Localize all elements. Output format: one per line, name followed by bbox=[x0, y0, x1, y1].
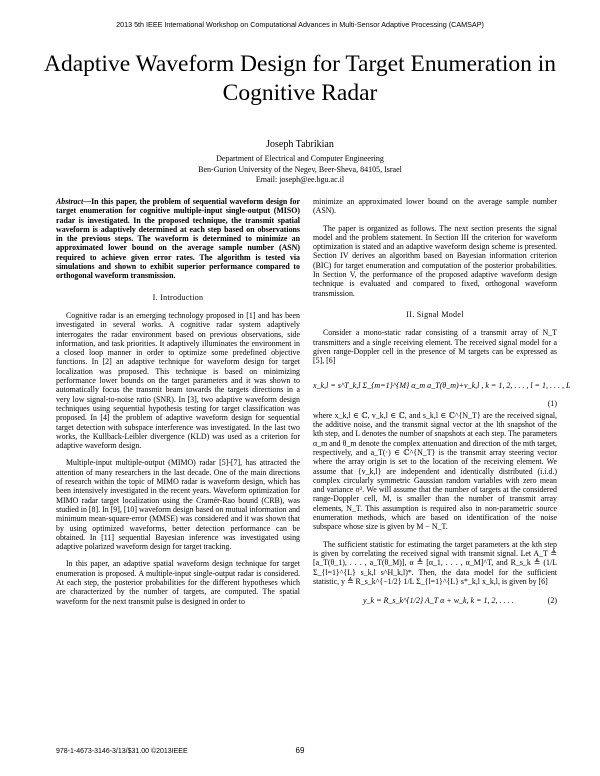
section-heading-introduction: I. Introduction bbox=[152, 292, 204, 302]
left-column bbox=[56, 197, 300, 614]
equation-2-body: y_k = R_s_k^{1/2} A_T α + w_k, k = 1, 2, . . . . bbox=[363, 596, 514, 606]
affiliation-email: Email: joseph@ee.bgu.ac.il bbox=[255, 175, 345, 184]
signal-model-paragraph-1: Consider a mono-static radar consisting of a transmit array of N_T transmitters and a single receiving element. The received signal model for a given range-Doppler cell in the presence of M targets can be expressed as [5], [6] bbox=[313, 328, 557, 366]
equation-1 bbox=[313, 373, 571, 399]
paper-title: Adaptive Waveform Design for Target Enumeration in Cognitive Radar bbox=[43, 51, 557, 106]
section-heading-signal-model: II. Signal Model bbox=[406, 309, 464, 319]
intro-paragraph-1: Cognitive radar is an emerging technology proposed in [1] and has been investigated in several works. A cognitive radar system adaptively interrogates the radar environment based on previous observations, side information, and task priorities. It adaptively illuminates the environment in a closed loop manner in order to optimize some predefined objective functions. In [2] an adaptive technique for waveform design for target localization was proposed. This technique is based on minimizing performance lower bounds on the target parameters and it was shown to automatically focus the transmit beam towards the targets directions in a very low signal-to-noise ratio (SNR). In [3], two adaptive waveform design techniques using sequential hypothesis testing for target classification was proposed. In [4] the problem of adaptive waveform design for sequential target detection with subspace interference was investigated. In the last two works, the Kullback-Leibler divergence (KLD) was used as a criterion for adaptive waveform design. bbox=[56, 310, 300, 451]
abstract-text: —In this paper, the problem of sequential waveform design for target enumeration for cognitive multiple-input single-output (MISO) radar is investigated. In the proposed technique, the transmit spatial waveform is adaptively determined at each step based on observations in the previous steps. The waveform is determined to minimize an approximated lower bound on the average sample number (ASN) required to achieve given error rates. The algorithm is tested via simulations and shown to exhibit superior performance compared to orthogonal waveform transmission. bbox=[56, 197, 300, 281]
signal-model-paragraph-3: The sufficient statistic for estimating the target parameters at the kth step is given by correlating the received signal with transmit signal. Let A_T ≜ [a_T(θ_1), . . . , a_T(θ_M)], α ≜ [α_1, . . . , α_M]^T, and R_s_k ≜ (1/L Σ_{l=1}^{L} s_k,l s^H_k,l)*. Then, the data model for the sufficient statistic, y ≜ R_s_k^{−1/2} 1/L Σ_{l=1}^{L} s*_k,l x_k,l, is given by [6] bbox=[313, 539, 557, 586]
equation-2-number: (2) bbox=[547, 596, 557, 606]
abstract bbox=[56, 197, 300, 281]
equation-2 bbox=[313, 594, 557, 610]
intro-outline-paragraph: The paper is organized as follows. The next section presents the signal model and the problem statement. In Section III the criterion for waveform optimization is stated and an adaptive waveform design scheme is presented. Section IV derives an algorithm based on Bayesian information criterion (BIC) for target enumeration and computation of the posterior probabilities. In Section V, the performance of the proposed adaptive waveform design technique is evaluated and compared to fixed, orthogonal waveform transmission. bbox=[313, 223, 557, 298]
affiliation-university: Ben-Gurion University of the Negev, Beer-Sheva, 84105, Israel bbox=[198, 164, 402, 174]
equation-1-body: x_k,l = s^T_k,l Σ_{m=1}^{M} α_m a_T(θ_m)+v_k,l , k = 1, 2, . . . , l = 1, . . . , L bbox=[313, 381, 571, 391]
author-affiliation bbox=[0, 154, 600, 186]
venue-header: 2013 5th IEEE International Workshop on Computational Advances in Multi-Sensor Adaptive Processing (CAMSAP) bbox=[116, 20, 484, 29]
signal-model-paragraph-2: where x_k,l ∈ ℂ, v_k,l ∈ ℂ, and s_k,l ∈ ℂ^{N_T} are the received signal, the additive noise, and the transmit signal vector at the lth snapshot of the kth step, and L denotes the number of snapshots at each step. The parameters α_m and θ_m denote the complex attenuation and direction of the mth target, respectively, and a_T(·) ∈ ℂ^{N_T} is the transmit array steering vector where the array origin is set to the location of the receiving element. We assume that {v_k,l} are independent and identically distributed (i.i.d.) complex circularly symmetric Gaussian random variables with zero mean and variance σ². We will assume that the number of targets at the considered range-Doppler cell, M, is smaller than the number of transmit array elements, N_T. This assumption is required also in non-parametric source enumeration methods, which are based on identification of the noise subspace whose size is given by M − N_T. bbox=[313, 410, 557, 532]
affiliation-department: Department of Electrical and Computer Engineering bbox=[216, 154, 384, 163]
intro-continued: minimize an approximated lower bound on the average sample number (ASN). bbox=[313, 197, 557, 216]
page-number: 69 bbox=[295, 746, 305, 755]
equation-1-number: (1) bbox=[547, 399, 557, 409]
footer-isbn: 978-1-4673-3146-3/13/$31.00 ©2013IEEE bbox=[56, 748, 188, 755]
intro-paragraph-2: Multiple-input multiple-output (MIMO) radar [5]-[7], has attracted the attention of many researchers in the last decade. One of the main directions of research within the topic of MIMO radar is waveform design, which has been intensively investigated in the recent years. Waveform optimization for MIMO radar target localization using the Cramér-Rao bound (CRB), was studied in [8]. In [9], [10] waveform design based on mutual information and minimum mean-square-error (MMSE) was considered and it was shown that by using optimized waveforms, better detection performance can be obtained. In [11] sequential Bayesian inference was investigated using adaptive polarized waveform design for target tracking. bbox=[56, 458, 300, 552]
intro-paragraph-3: In this paper, an adaptive spatial waveform design technique for target enumeration is proposed. A multiple-input single-output radar is considered. At each step, the posterior probabilities for the different hypotheses which are characterized by the number of targets, are computed. The spatial waveform for the next transmit pulse is designed in order to bbox=[56, 559, 300, 606]
abstract-label: Abstract bbox=[56, 197, 84, 206]
author-name: Joseph Tabrikian bbox=[266, 139, 334, 150]
right-column bbox=[313, 197, 571, 616]
